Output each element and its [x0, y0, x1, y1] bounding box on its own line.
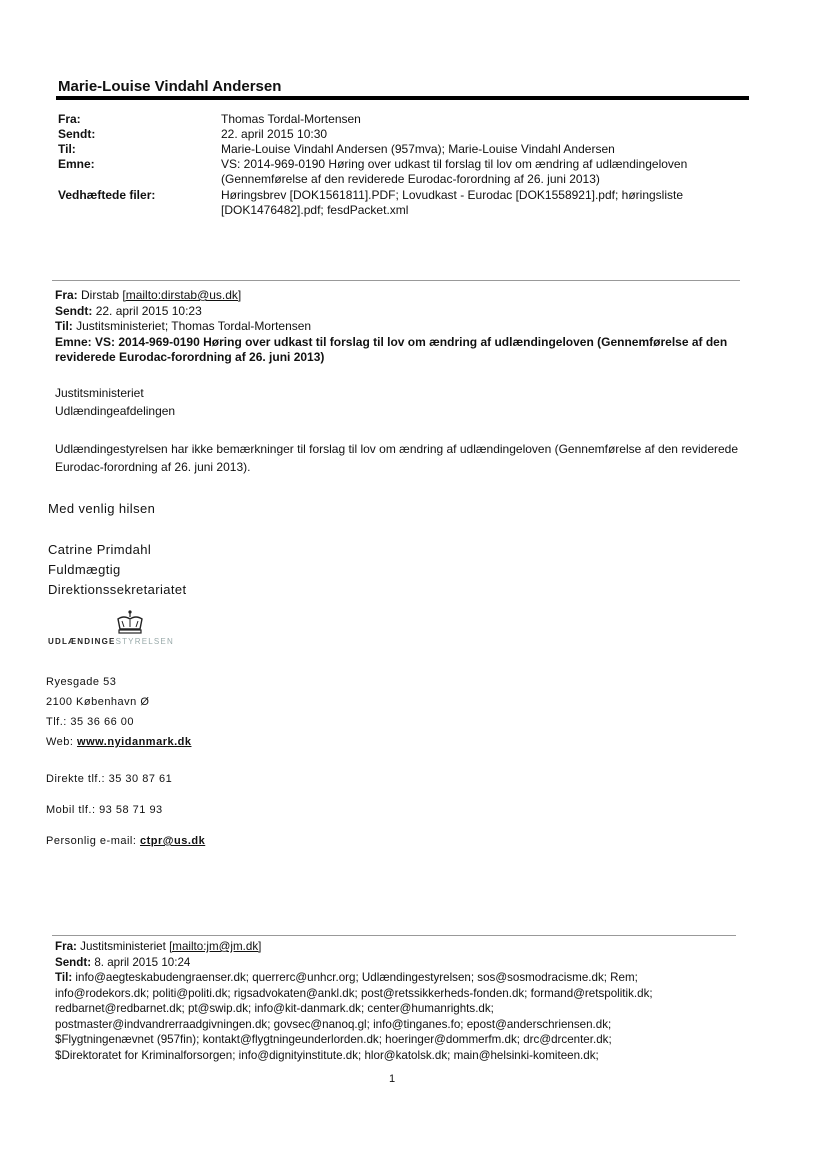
fra-line [55, 288, 755, 304]
fra-line [55, 939, 765, 955]
recipient-line: Justitsministeriet [55, 386, 144, 400]
sendt-value: 22. april 2015 10:23 [95, 303, 202, 318]
til-recipients: $Flygtningenævnet (957fin); kontakt@flygtningeunderlorden.dk; hoeringer@dommerfm.dk; drc@drcenter.dk; [55, 1033, 612, 1046]
logo-text-bold: UDLÆNDINGE [48, 637, 116, 646]
header-rule [56, 96, 749, 100]
fra-value: Justitsministeriet [80, 940, 166, 953]
meta-value: VS: 2014-969-0190 Høring over udkast til forslag til lov om ændring af udlændingeloven (Gennemførelse af den reviderede Eurodac-forordning af 26. juni 2013) [221, 157, 688, 186]
til-value: Justitsministeriet; Thomas Tordal-Mortensen [76, 319, 312, 333]
emne-label: Emne: [55, 334, 92, 349]
sendt-line [55, 304, 755, 320]
message-1-header [55, 288, 755, 366]
page-number: 1 [389, 1073, 396, 1085]
til-recipients: info@aegteskabudengraenser.dk; querrerc@unhcr.org; Udlændingestyrelsen; sos@sosmodracisme.dk; Rem; [75, 971, 638, 984]
email-meta-block [58, 112, 761, 218]
agency-logo-text [48, 637, 174, 646]
emne-line [55, 335, 755, 366]
mobile-phone: Mobil tlf.: 93 58 71 93 [46, 804, 163, 816]
mailto-link[interactable]: [mailto:jm@jm.dk] [169, 940, 262, 953]
signature-block [48, 540, 187, 600]
meta-value: Høringsbrev [DOK1561811].PDF; Lovudkast - Eurodac [DOK1558921].pdf; høringsliste [DOK1476482].pdf; fesdPacket.xml [221, 188, 684, 217]
recipient-line: Udlændingeafdelingen [55, 404, 176, 418]
til-label: Til: [55, 971, 73, 984]
separator-1 [52, 280, 740, 281]
direct-phone: Direkte tlf.: 35 30 87 61 [46, 773, 173, 785]
meta-row-attachments [58, 188, 761, 218]
email-link[interactable]: ctpr@us.dk [139, 835, 206, 847]
sendt-label: Sendt: [55, 303, 93, 318]
fra-value: Dirstab [81, 288, 120, 302]
sendt-value: 8. april 2015 10:24 [94, 955, 191, 969]
personal-email-line [46, 835, 205, 847]
meta-key: Emne: [58, 157, 95, 171]
recipient-block [55, 384, 755, 420]
meta-value: Marie-Louise Vindahl Andersen (957mva); Marie-Louise Vindahl Andersen [221, 142, 615, 156]
meta-value: Thomas Tordal-Mortensen [221, 112, 361, 126]
signature-name: Catrine Primdahl [48, 542, 152, 557]
crown-logo-icon [114, 609, 146, 635]
emne-value: VS: 2014-969-0190 Høring over udkast til forslag til lov om ændring af udlændingeloven (Gennemførelse af den reviderede Eurodac-forordning af 26. juni 2013) [55, 334, 728, 364]
til-recipients: redbarnet@redbarnet.dk; pt@swip.dk; info@kit-danmark.dk; center@humanrights.dk; [55, 1002, 494, 1015]
meta-row-sendt [58, 127, 761, 142]
web-line [46, 732, 192, 752]
meta-row-fra [58, 112, 761, 127]
web-label: Web: [46, 736, 78, 748]
til-recipients: $Direktoratet for Kriminalforsorgen; info@dignityinstitute.dk; hlor@katolsk.dk; main@helsinki-komiteen.dk; [55, 1048, 599, 1062]
sendt-line [55, 955, 765, 971]
document-owner-name: Marie-Louise Vindahl Andersen [58, 78, 282, 95]
til-line [55, 970, 765, 986]
til-label: Til: [55, 319, 73, 333]
mailto-link[interactable]: [mailto:dirstab@us.dk] [122, 288, 242, 302]
fra-label: Fra: [55, 288, 78, 302]
meta-key: Fra: [58, 112, 81, 126]
til-recipients: info@rodekors.dk; politi@politi.dk; rigsadvokaten@ankl.dk; post@retssikkerheds-fonden.dk; formand@retspolitik.dk; [55, 986, 653, 1000]
address-block [46, 672, 192, 752]
message-body: Udlændingestyrelsen har ikke bemærkninger til forslag til lov om ændring af udlændingeloven (Gennemførelse af den reviderede Eurodac-forordning af 26. juni 2013). [55, 442, 739, 474]
meta-key: Til: [58, 142, 76, 156]
meta-key: Sendt: [58, 127, 96, 141]
meta-key: Vedhæftede filer: [58, 188, 156, 202]
separator-2 [52, 935, 736, 936]
web-link[interactable]: www.nyidanmark.dk [77, 736, 192, 748]
signature-title: Fuldmægtig [48, 562, 121, 577]
fra-label: Fra: [55, 940, 77, 953]
sendt-label: Sendt: [55, 955, 92, 969]
message-2-header [55, 939, 765, 1063]
address-line: 2100 København Ø [46, 696, 150, 708]
meta-row-emne [58, 157, 761, 187]
signature-department: Direktionssekretariatet [48, 582, 187, 597]
til-line [55, 319, 755, 335]
closing: Med venlig hilsen [48, 501, 156, 516]
til-recipients: postmaster@indvandrerraadgivningen.dk; govsec@nanoq.gl; info@tinganes.fo; epost@anderschriensen.dk; [55, 1017, 612, 1031]
meta-value: 22. april 2015 10:30 [221, 127, 328, 141]
email-label: Personlig e-mail: [46, 835, 140, 847]
address-line: Ryesgade 53 [46, 676, 117, 688]
meta-row-til [58, 142, 761, 157]
phone-line: Tlf.: 35 36 66 00 [46, 716, 134, 728]
logo-text-light: STYRELSEN [115, 637, 174, 646]
